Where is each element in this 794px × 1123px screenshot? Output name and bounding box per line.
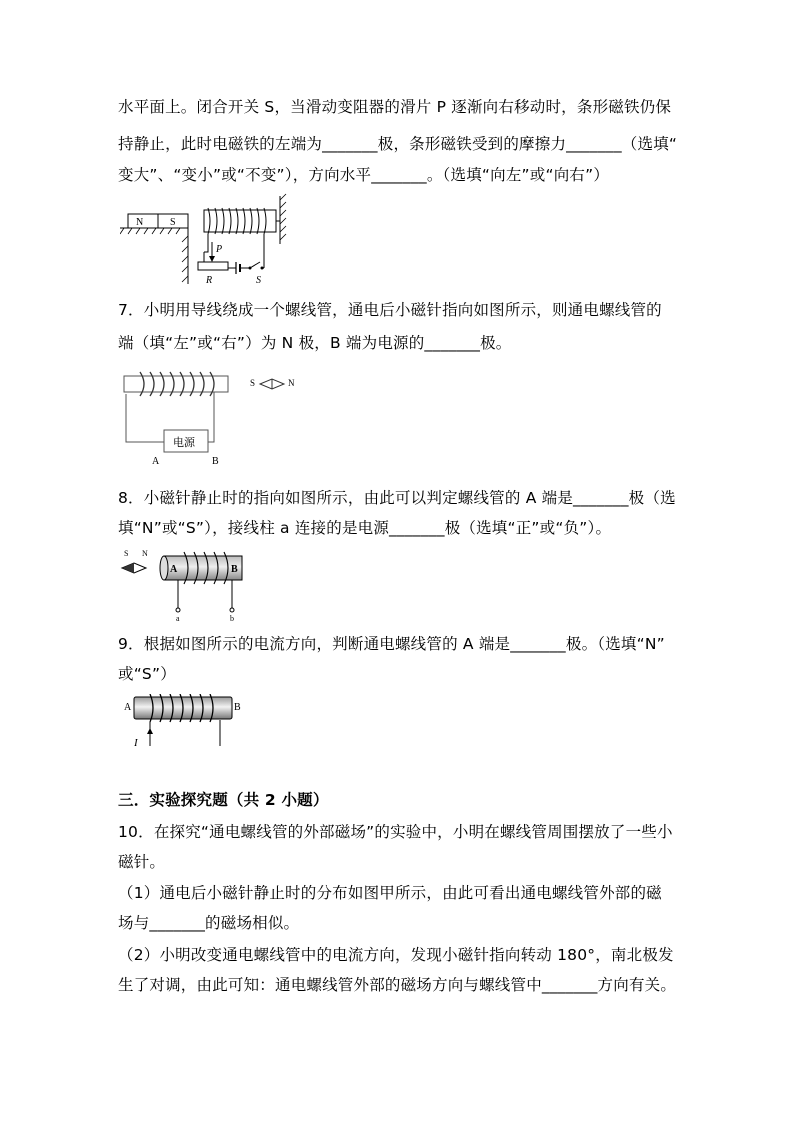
terminal-b-label: B <box>212 456 219 467</box>
q10-line-1: 10．在探究“通电螺线管的外部磁场”的实验中，小明在螺线管周围摆放了一些小 <box>118 823 673 841</box>
q8-figure <box>120 548 260 624</box>
q10-part1-line-2: 场与_______的磁场相似。 <box>118 914 300 932</box>
q9-line-1: 9．根据如图所示的电流方向，判断通电螺线管的 A 端是_______极。（选填“N” <box>118 635 665 653</box>
q10-part1-line-1: （1）通电后小磁针静止时的分布如图甲所示，由此可看出通电螺线管外部的磁 <box>118 884 662 902</box>
magnet-n-label: N <box>136 217 144 228</box>
section-3-title: 三．实验探究题（共 2 小题） <box>118 791 329 809</box>
terminal-a-label: A <box>152 456 160 467</box>
q6-line-3: 变大”、“变小”或“不变”），方向水平_______。（选填“向左”或“向右”） <box>118 166 610 184</box>
q10-line-2: 磁针。 <box>118 853 166 871</box>
rheostat-r-label: R <box>206 275 213 286</box>
post-b-label: b <box>230 614 234 623</box>
q9-figure <box>120 694 250 750</box>
q7-figure <box>118 364 308 472</box>
end-b-label: B <box>234 702 241 713</box>
slider-p-label: P <box>216 244 223 255</box>
switch-s-label: S <box>256 275 261 286</box>
q6-figure <box>120 192 300 288</box>
q7-line-1: 7．小明用导线绕成一个螺线管，通电后小磁针指向如图所示，则通电螺线管的 <box>118 301 662 319</box>
post-a-label: a <box>176 614 180 623</box>
power-source-label: 电源 <box>173 437 195 449</box>
q8-line-2: 填“N”或“S”），接线柱 a 连接的是电源_______极（选填“正”或“负”）。 <box>118 519 612 537</box>
needle-s-label: S <box>250 378 256 388</box>
q10-part2-line-1: （2）小明改变通电螺线管中的电流方向，发现小磁针指向转动 180°，南北极发 <box>118 946 674 964</box>
end-a-label: A <box>170 564 178 575</box>
q6-line-2: 持静止，此时电磁铁的左端为_______极，条形磁铁受到的摩擦力_______（选填“ <box>118 135 678 153</box>
end-a-label: A <box>124 702 132 713</box>
q8-line-1: 8．小磁针静止时的指向如图所示，由此可以判定螺线管的 A 端是_______极（选 <box>118 489 676 507</box>
q6-line-1: 水平面上。闭合开关 S，当滑动变阻器的滑片 P 逐渐向右移动时，条形磁铁仍保 <box>118 98 672 116</box>
current-i-label: I <box>134 737 138 749</box>
magnet-s-label: S <box>170 217 176 228</box>
end-b-label: B <box>231 564 238 575</box>
needle-s-label: S <box>124 549 129 558</box>
needle-n-label: N <box>142 549 148 558</box>
q7-line-2: 端（填“左”或“右”）为 N 极，B 端为电源的_______极。 <box>118 334 512 352</box>
q9-line-2: 或“S”） <box>118 665 176 683</box>
needle-n-label: N <box>288 378 295 388</box>
q10-part2-line-2: 生了对调，由此可知：通电螺线管外部的磁场方向与螺线管中_______方向有关。 <box>118 976 677 994</box>
